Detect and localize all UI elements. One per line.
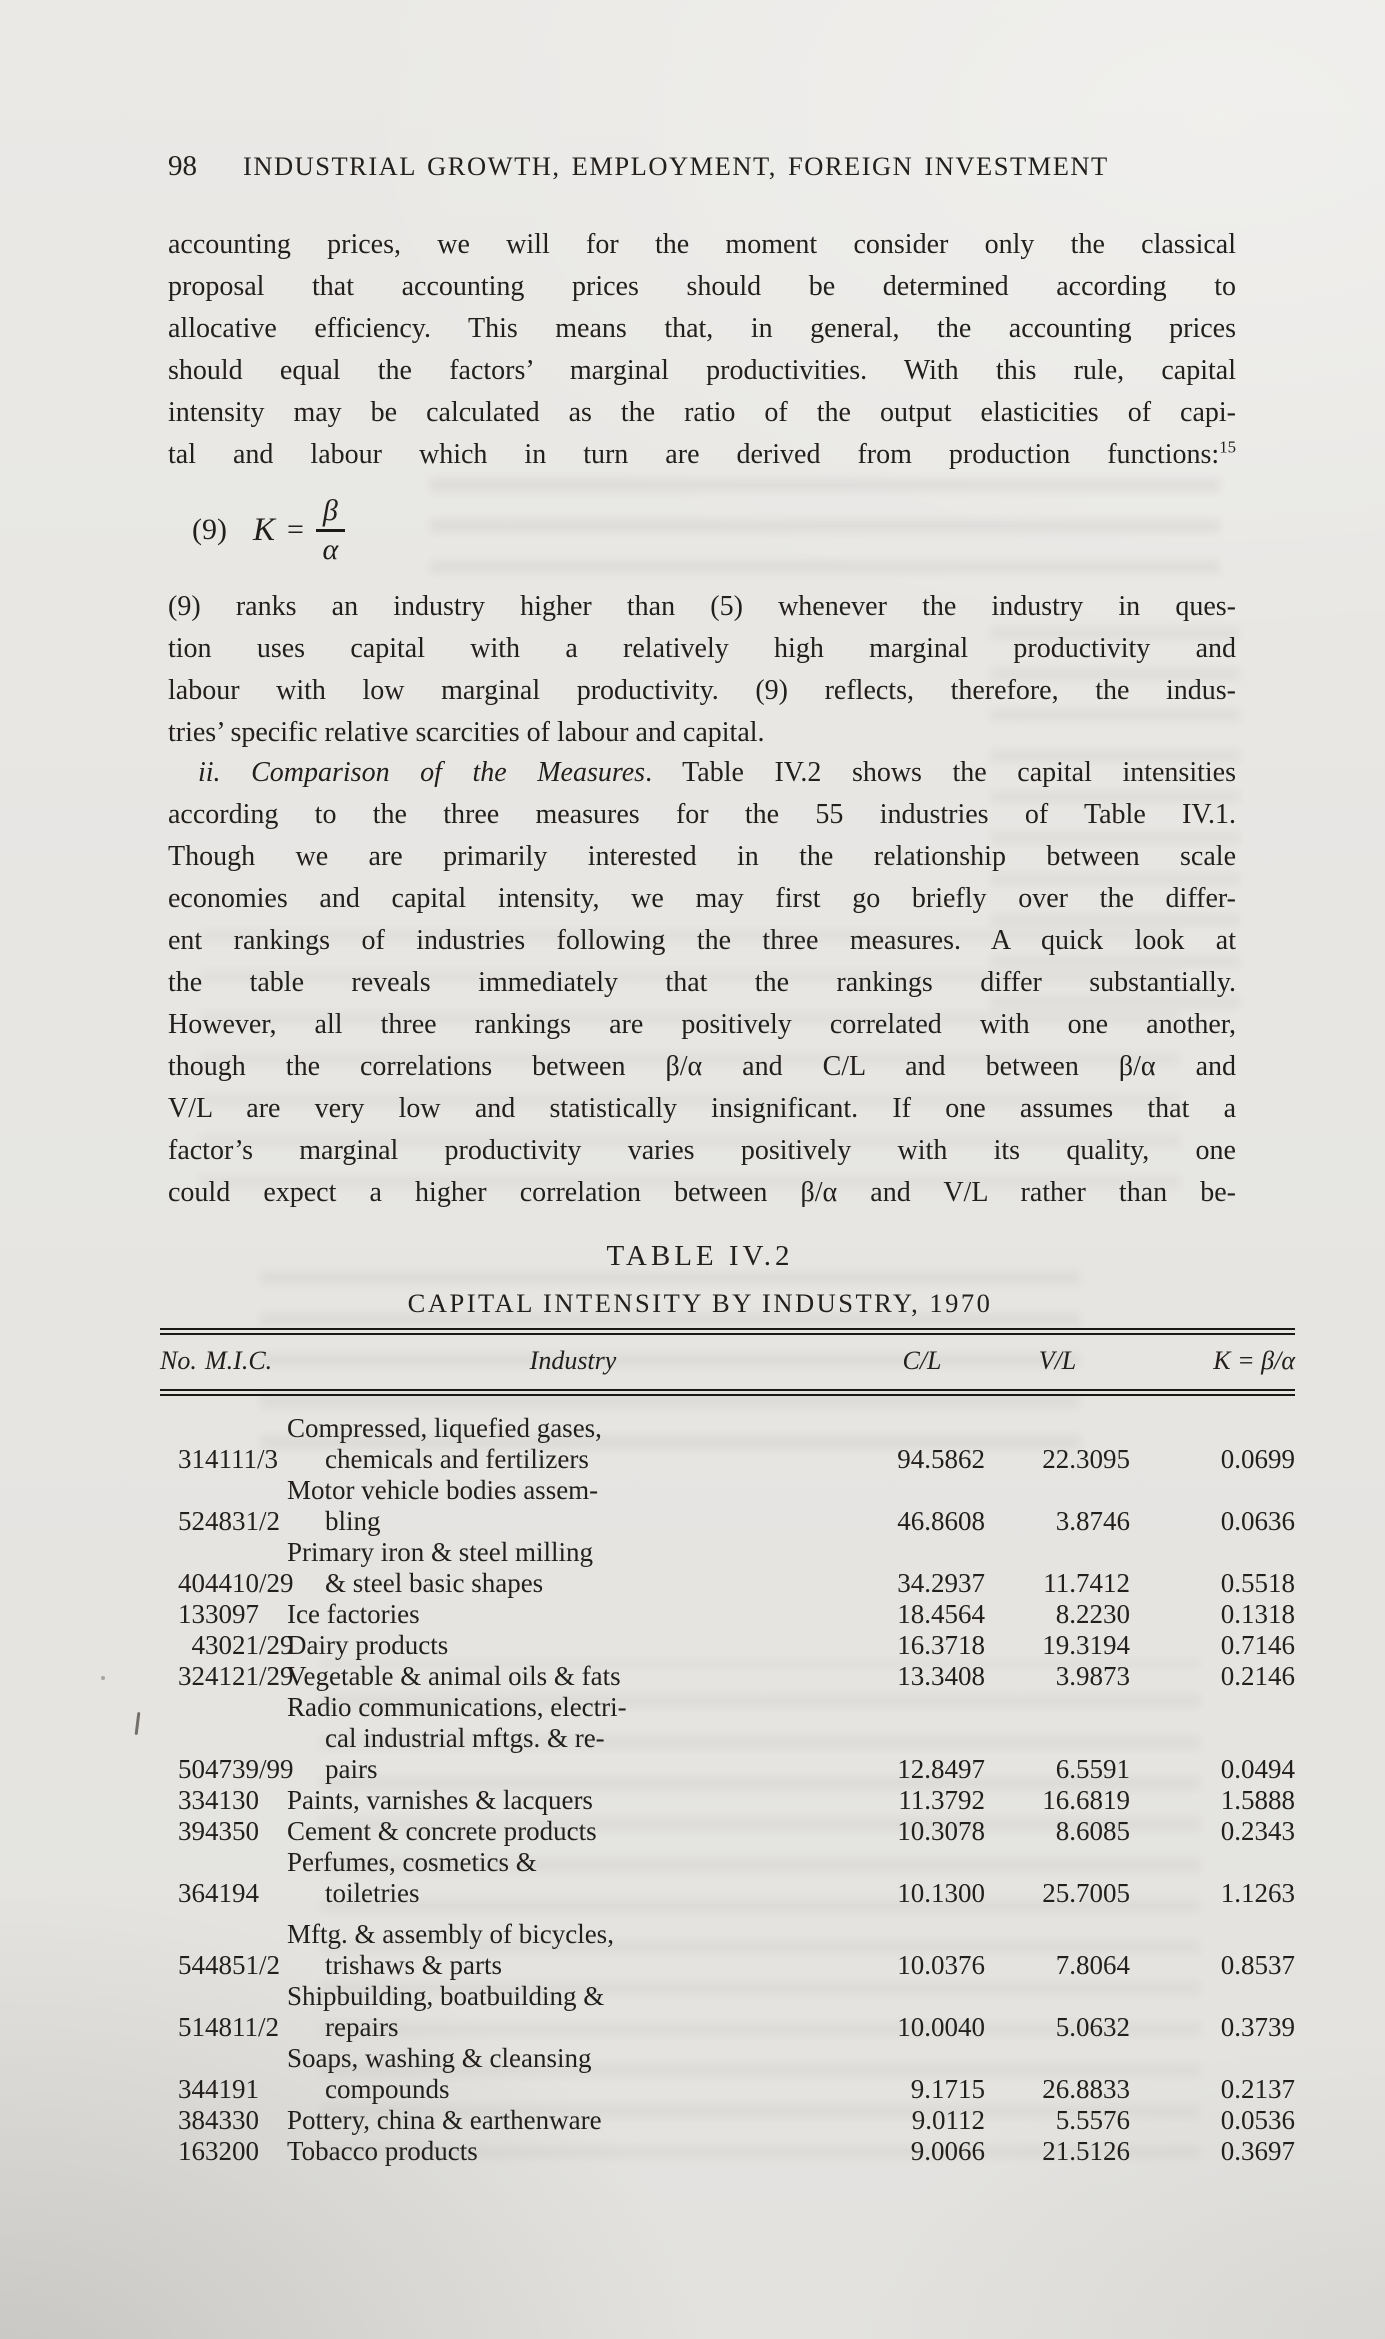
cell-no: 39	[178, 1816, 205, 1846]
cell-mic: 4811/2	[205, 2012, 279, 2042]
fraction-numerator: β	[316, 494, 345, 532]
running-title: INDUSTRIAL GROWTH, EMPLOYMENT, FOREIGN INVESTMENT	[243, 151, 1109, 181]
paragraph-3	[168, 752, 1236, 1214]
column-header-industry: Industry	[287, 1332, 859, 1393]
body-line: tries’ specific relative scarcities of labour and capital.	[168, 717, 765, 748]
table-row	[160, 1847, 1295, 1909]
cell-no: 52	[178, 1506, 205, 1536]
equation-lhs: K	[252, 511, 275, 548]
cell-vl: 25.7005	[1042, 1878, 1130, 1908]
cell-mic: 4191	[205, 2074, 259, 2104]
industry-name: Tobacco products	[287, 2136, 478, 2166]
section-lead-rest: . Table IV.2 shows the capital intensities	[645, 757, 1236, 788]
industry-name: Ice factories	[287, 1599, 420, 1629]
cell-no: 40	[178, 1568, 205, 1598]
body-line: allocative efficiency. This means that, in general, the accounting prices	[168, 313, 1236, 344]
cell-mic: 4831/2	[205, 1506, 281, 1536]
page-number: 98	[168, 150, 197, 182]
cell-mic: 4851/2	[205, 1950, 281, 1980]
table-row	[160, 2043, 1295, 2105]
cell-k: 0.2137	[1220, 2074, 1295, 2104]
industry-name-continued: chemicals and fertilizers	[325, 1444, 589, 1474]
industry-name: Dairy products	[287, 1630, 449, 1660]
section-lead-italic: ii. Comparison of the Measures	[198, 757, 646, 788]
cell-mic: 4330	[205, 2105, 259, 2135]
cell-vl: 21.5126	[1042, 2136, 1130, 2166]
body-line: ent rankings of industries following the three measures. A quick look at	[168, 925, 1236, 956]
table-row	[160, 1599, 1295, 1630]
cell-vl: 7.8064	[1055, 1950, 1130, 1980]
cell-vl: 11.7412	[1043, 1568, 1130, 1598]
body-line: tal and labour which in turn are derived from production functions:$^{15}$	[168, 437, 1236, 470]
cell-vl: 16.6819	[1042, 1785, 1130, 1815]
industry-name-continued: & steel basic shapes	[325, 1568, 544, 1598]
cell-no: 36	[178, 1878, 205, 1908]
table-row	[160, 1981, 1295, 2043]
body-line: could expect a higher correlation between β/α and V/L rather than be-	[168, 1177, 1236, 1208]
cell-no: 50	[178, 1754, 205, 1784]
industry-name: Pottery, china & earthenware	[287, 2105, 602, 2135]
industry-name: Perfumes, cosmetics &	[287, 1847, 537, 1877]
industry-name-continued: cal industrial mftgs. & re-	[325, 1723, 605, 1753]
cell-cl: 13.3408	[897, 1661, 985, 1691]
paragraph-1	[168, 224, 1236, 476]
industry-name: Vegetable & animal oils & fats	[287, 1661, 621, 1691]
cell-no: 38	[178, 2105, 205, 2135]
column-header-k: K = β/α	[1130, 1332, 1295, 1393]
table-row	[160, 1816, 1295, 1847]
cell-vl: 22.3095	[1042, 1444, 1130, 1474]
table-title: TABLE IV.2	[606, 1240, 794, 1272]
paper-speck	[101, 1676, 105, 1680]
cell-k: 0.1318	[1220, 1599, 1295, 1629]
body-line: However, all three rankings are positively correlated with one another,	[168, 1009, 1236, 1040]
cell-mic: 4350	[205, 1816, 259, 1846]
fraction	[316, 494, 345, 566]
body-line: the table reveals immediately that the rankings differ substantially.	[168, 967, 1236, 998]
industry-name: Shipbuilding, boatbuilding &	[287, 1981, 605, 2011]
industry-name: Soaps, washing & cleansing	[287, 2043, 592, 2073]
industry-name: Compressed, liquefied gases,	[287, 1413, 602, 1443]
industry-name-continued: trishaws & parts	[325, 1950, 502, 1980]
industry-name: Primary iron & steel milling	[287, 1537, 593, 1567]
cell-k: 0.0636	[1220, 1506, 1295, 1536]
cell-industry	[287, 2043, 859, 2105]
cell-cl: 10.1300	[897, 1878, 985, 1908]
cell-industry	[287, 1785, 859, 1816]
cell-cl: 10.0040	[897, 2012, 985, 2042]
body-line: tion uses capital with a relatively high marginal productivity and	[168, 633, 1236, 664]
body-line: economies and capital intensity, we may first go briefly over the differ-	[168, 883, 1236, 914]
body-line: intensity may be calculated as the ratio of the output elasticities of capi-	[168, 397, 1236, 428]
cell-mic: 4410/29	[205, 1568, 294, 1598]
cell-industry	[287, 1847, 859, 1909]
cell-no: 34	[178, 2074, 205, 2104]
body-line: (9) ranks an industry higher than (5) whenever the industry in ques-	[168, 591, 1236, 622]
cell-k: 0.2343	[1220, 1816, 1295, 1846]
cell-industry	[287, 1599, 859, 1630]
cell-mic: 4111/3	[205, 1444, 278, 1474]
table-row	[160, 1661, 1295, 1692]
table-subtitle: CAPITAL INTENSITY BY INDUSTRY, 1970	[407, 1288, 993, 1318]
cell-no: 32	[178, 1661, 205, 1691]
cell-cl: 46.8608	[897, 1506, 985, 1536]
cell-no: 31	[178, 1444, 205, 1474]
cell-vl: 6.5591	[1055, 1754, 1130, 1784]
cell-vl: 5.5576	[1055, 2105, 1130, 2135]
cell-k: 0.3739	[1220, 2012, 1295, 2042]
cell-industry	[287, 1393, 859, 1476]
cell-industry	[287, 1981, 859, 2043]
cell-vl: 19.3194	[1042, 1630, 1130, 1660]
cell-cl: 9.0112	[911, 2105, 985, 2135]
table-row	[160, 1537, 1295, 1599]
cell-k: 1.5888	[1220, 1785, 1295, 1815]
cell-no: 16	[178, 2136, 205, 2166]
cell-cl: 9.1715	[910, 2074, 985, 2104]
table-row	[160, 1393, 1295, 1476]
table-row	[160, 2136, 1295, 2167]
equals-sign: =	[287, 513, 304, 546]
cell-industry	[287, 1692, 859, 1785]
table-header-row	[160, 1332, 1295, 1393]
cell-k: 0.0699	[1220, 1444, 1295, 1474]
industry-name-continued: toiletries	[325, 1878, 420, 1908]
cell-vl: 26.8833	[1042, 2074, 1130, 2104]
cell-no: 13	[178, 1599, 205, 1629]
industry-name: Radio communications, electri-	[287, 1692, 627, 1722]
column-header-mic: M.I.C.	[205, 1332, 287, 1393]
column-header-no: No.	[160, 1332, 205, 1393]
table-row	[160, 1909, 1295, 1981]
cell-cl: 9.0066	[910, 2136, 985, 2166]
cell-k: 0.0536	[1220, 2105, 1295, 2135]
capital-intensity-table	[160, 1328, 1295, 2167]
cell-cl: 11.3792	[898, 1785, 985, 1815]
body-line: V/L are very low and statistically insignificant. If one assumes that a	[168, 1093, 1236, 1124]
cell-k: 0.7146	[1220, 1630, 1295, 1660]
footnote-reference: 15	[1219, 437, 1236, 457]
cell-no: 54	[178, 1950, 205, 1980]
cell-vl: 8.6085	[1055, 1816, 1130, 1846]
industry-name-continued: compounds	[325, 2074, 450, 2104]
body-line	[168, 752, 1236, 794]
industry-name: Motor vehicle bodies assem-	[287, 1475, 599, 1505]
cell-cl: 18.4564	[897, 1599, 985, 1629]
body-line: according to the three measures for the 55 industries of Table IV.1.	[168, 799, 1236, 830]
cell-no: 51	[178, 2012, 205, 2042]
cell-industry	[287, 1661, 859, 1692]
body-line: factor’s marginal productivity varies positively with its quality, one	[168, 1135, 1236, 1166]
industry-name: Cement & concrete products	[287, 1816, 597, 1846]
cell-cl: 10.0376	[897, 1950, 985, 1980]
industry-name: Paints, varnishes & lacquers	[287, 1785, 593, 1815]
cell-k: 0.0494	[1220, 1754, 1295, 1784]
body-line: Though we are primarily interested in the relationship between scale	[168, 841, 1236, 872]
cell-cl: 34.2937	[897, 1568, 985, 1598]
cell-industry	[287, 1475, 859, 1537]
cell-cl: 10.3078	[897, 1816, 985, 1846]
cell-k: 1.1263	[1220, 1878, 1295, 1908]
cell-k: 0.3697	[1220, 2136, 1295, 2166]
cell-vl: 5.0632	[1055, 2012, 1130, 2042]
body-line: labour with low marginal productivity. (9) reflects, therefore, the indus-	[168, 675, 1236, 706]
cell-mic: 4130	[205, 1785, 259, 1815]
table-row	[160, 1785, 1295, 1816]
cell-cl: 12.8497	[897, 1754, 985, 1784]
cell-mic: 3021/29	[205, 1630, 294, 1660]
fraction-denominator: α	[322, 532, 339, 566]
cell-k: 0.8537	[1220, 1950, 1295, 1980]
equation-9	[192, 480, 345, 580]
column-header-cl: C/L	[859, 1332, 985, 1393]
industry-name-continued: bling	[325, 1506, 381, 1536]
cell-k: 0.2146	[1220, 1661, 1295, 1691]
table-row	[160, 1692, 1295, 1785]
industry-name-continued: repairs	[325, 2012, 399, 2042]
table-row	[160, 1630, 1295, 1661]
cell-industry	[287, 2105, 859, 2136]
equation-number: (9)	[192, 513, 227, 546]
cell-k: 0.5518	[1220, 1568, 1295, 1598]
body-line: accounting prices, we will for the moment consider only the classical	[168, 229, 1236, 260]
cell-industry	[287, 1909, 859, 1981]
running-header	[168, 150, 1248, 183]
cell-mic: 4739/99	[205, 1754, 294, 1784]
cell-industry	[287, 1630, 859, 1661]
cell-mic: 3200	[205, 2136, 259, 2166]
table-row	[160, 2105, 1295, 2136]
cell-industry	[287, 1537, 859, 1599]
table-row	[160, 1475, 1295, 1537]
cell-cl: 16.3718	[897, 1630, 985, 1660]
cell-vl: 3.9873	[1055, 1661, 1130, 1691]
cell-industry	[287, 1816, 859, 1847]
cell-mic: 3097	[205, 1599, 259, 1629]
cell-industry	[287, 2136, 859, 2167]
cell-vl: 3.8746	[1055, 1506, 1130, 1536]
cell-no: 4	[191, 1630, 205, 1660]
stray-pen-mark	[135, 1712, 141, 1735]
cell-no: 33	[178, 1785, 205, 1815]
cell-vl: 8.2230	[1055, 1599, 1130, 1629]
industry-name-continued: pairs	[325, 1754, 378, 1784]
cell-cl: 94.5862	[897, 1444, 985, 1474]
body-line: though the correlations between β/α and C/L and between β/α and	[168, 1051, 1236, 1082]
cell-mic: 4121/29	[205, 1661, 294, 1691]
cell-mic: 4194	[205, 1878, 259, 1908]
body-line: proposal that accounting prices should be determined according to	[168, 271, 1236, 302]
column-header-vl: V/L	[985, 1332, 1130, 1393]
paragraph-2	[168, 586, 1236, 754]
industry-name: Mftg. & assembly of bicycles,	[287, 1919, 614, 1949]
body-line: should equal the factors’ marginal productivities. With this rule, capital	[168, 355, 1236, 386]
